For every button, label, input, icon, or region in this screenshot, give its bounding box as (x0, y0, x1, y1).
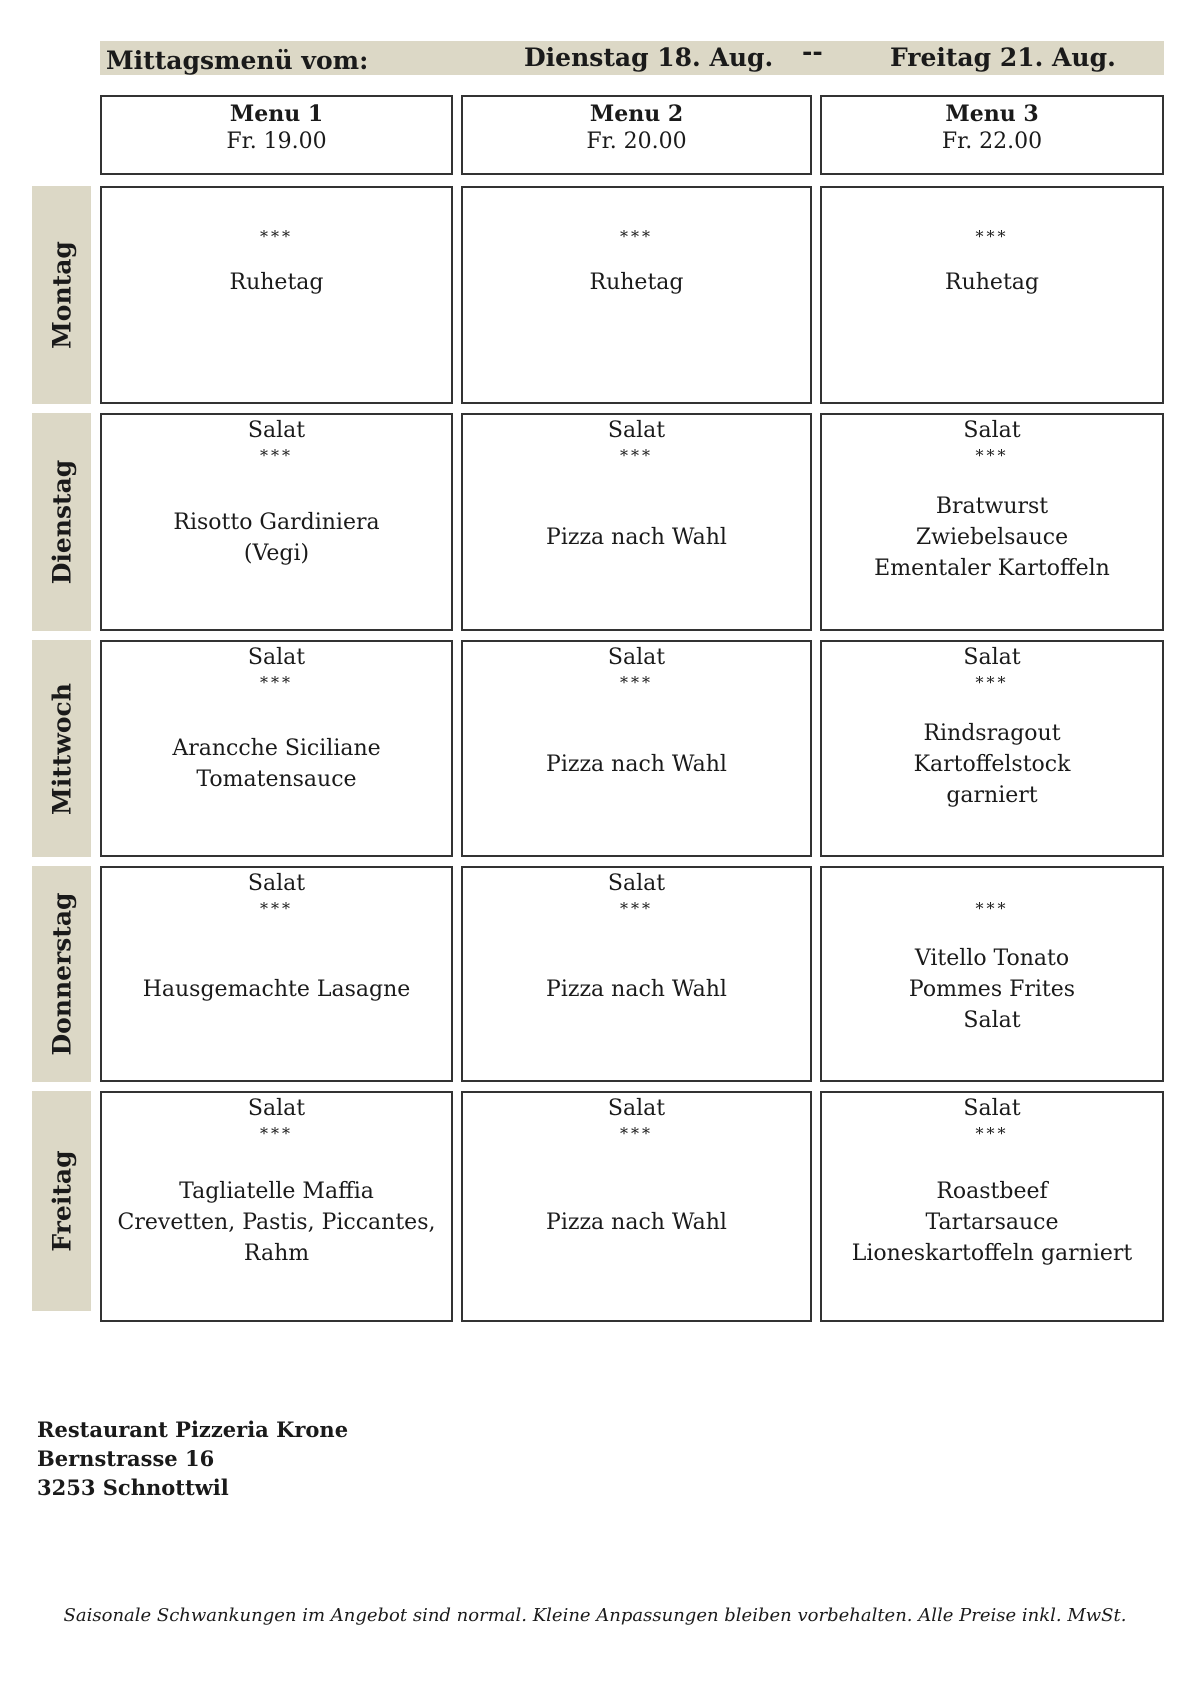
dish-line: Crevetten, Pastis, Piccantes, (117, 1210, 436, 1235)
day-label-montag (32, 186, 91, 404)
separator-stars: *** (260, 673, 293, 692)
dish-line: Pizza nach Wahl (546, 977, 727, 1002)
dish-line: Vitello Tonato (914, 946, 1070, 971)
dish-block (463, 267, 810, 298)
day-label-mittwoch (32, 640, 91, 857)
footer-note: Saisonale Schwankungen im Angebot sind normal. Kleine Anpassungen bleiben vorbehalten. Alle Preise inkl. MwSt. (63, 1605, 1127, 1626)
menu-header-3 (820, 95, 1164, 175)
dish-block (102, 507, 451, 569)
dish-line: Pizza nach Wahl (546, 752, 727, 777)
dish-line: Tomatensauce (196, 767, 357, 792)
day-name: Dienstag (47, 459, 76, 585)
separator-stars: *** (260, 446, 293, 465)
separator-stars: *** (975, 673, 1009, 692)
starter-text: Salat (607, 645, 666, 670)
menu-cell (461, 413, 812, 631)
dish-line: Ementaler Kartoffeln (874, 556, 1110, 581)
date-from: Dienstag 18. Aug. (524, 43, 774, 72)
restaurant-name: Restaurant Pizzeria Krone (37, 1417, 349, 1442)
starter-text: Salat (607, 1096, 666, 1121)
dish-block (102, 1176, 451, 1269)
menu-name: Menu 3 (945, 101, 1039, 127)
dish-line: Tagliatelle Maffia (179, 1179, 374, 1204)
separator-stars: *** (260, 899, 293, 918)
dish-line: Ruhetag (589, 270, 684, 295)
dish-line: Zwiebelsauce (915, 525, 1069, 550)
menu-price: Fr. 22.00 (941, 129, 1043, 154)
dish-line: Pizza nach Wahl (546, 1210, 727, 1235)
menu-title: Mittagsmenü vom: (106, 46, 369, 75)
menu-cell (820, 866, 1164, 1082)
dish-line: Pommes Frites (908, 977, 1076, 1002)
menu-cell (820, 413, 1164, 631)
dish-line: Kartoffelstock (913, 752, 1071, 777)
starter-text: Salat (247, 871, 306, 896)
restaurant-city: 3253 Schnottwil (37, 1475, 229, 1500)
separator-stars: *** (620, 899, 653, 918)
day-name: Mittwoch (47, 682, 76, 815)
dish-line: Lioneskartoffeln garniert (851, 1241, 1133, 1266)
separator-stars: *** (620, 1124, 653, 1143)
restaurant-street: Bernstrasse 16 (37, 1446, 215, 1471)
menu-cell (100, 1091, 453, 1322)
dish-block (463, 974, 810, 1005)
dish-block (822, 267, 1162, 298)
dish-line: Rindsragout (923, 721, 1061, 746)
starter-text: Salat (247, 1096, 306, 1121)
menu-cell (100, 866, 453, 1082)
menu-cell (461, 1091, 812, 1322)
starter-text: Salat (607, 871, 666, 896)
separator-stars: *** (620, 673, 653, 692)
day-name: Montag (47, 241, 76, 349)
separator-stars: *** (975, 446, 1009, 465)
starter-text (463, 196, 810, 227)
starter-text: Salat (247, 645, 306, 670)
starter-text: Salat (963, 1096, 1021, 1121)
date-separator: -- (802, 37, 823, 66)
menu-cell (461, 186, 812, 404)
dish-line: garniert (946, 783, 1038, 808)
starter-text (102, 196, 451, 227)
dish-line: Pizza nach Wahl (546, 525, 727, 550)
day-name: Freitag (47, 1150, 76, 1252)
separator-stars: *** (620, 227, 653, 246)
header-bar (100, 37, 1164, 75)
dish-block (822, 718, 1162, 811)
dish-line: Hausgemachte Lasagne (142, 977, 411, 1002)
dish-line: Bratwurst (935, 494, 1049, 519)
dish-block (463, 749, 810, 780)
separator-stars: *** (260, 227, 293, 246)
starter-text: Salat (247, 418, 306, 443)
separator-stars: *** (620, 446, 653, 465)
dish-block (463, 1207, 810, 1238)
separator-stars: *** (975, 1124, 1009, 1143)
dish-block (822, 1176, 1162, 1269)
menu-cell (820, 1091, 1164, 1322)
menu-cell (461, 866, 812, 1082)
menu-header-1 (100, 95, 453, 175)
dish-line: Salat (963, 1008, 1021, 1033)
menu-cell (100, 186, 453, 404)
day-label-donnerstag (32, 866, 91, 1082)
restaurant-address (37, 1415, 348, 1502)
menu-header-2 (461, 95, 812, 175)
menu-cell (100, 413, 453, 631)
starter-text: Salat (963, 418, 1021, 443)
date-to: Freitag 21. Aug. (890, 43, 1116, 72)
menu-name: Menu 2 (589, 101, 684, 127)
menu-price: Fr. 19.00 (226, 129, 327, 154)
dish-line: Ruhetag (229, 270, 324, 295)
starter-text: Salat (607, 418, 666, 443)
starter-text (822, 868, 1162, 899)
menu-cell (461, 640, 812, 857)
dish-line: Risotto Gardiniera (173, 510, 380, 535)
separator-stars: *** (260, 1124, 293, 1143)
dish-line: (Vegi) (243, 541, 310, 566)
menu-name: Menu 1 (229, 101, 324, 127)
dish-block (102, 974, 451, 1005)
starter-text: Salat (963, 645, 1021, 670)
dish-block (102, 267, 451, 298)
day-name: Donnerstag (47, 892, 76, 1056)
dish-block (463, 522, 810, 553)
menu-cell (820, 640, 1164, 857)
day-label-dienstag (32, 413, 91, 631)
dish-block (102, 733, 451, 795)
dish-block (822, 491, 1162, 584)
menu-cell (100, 640, 453, 857)
dish-line: Arancche Siciliane (172, 736, 381, 761)
dish-block (822, 943, 1162, 1036)
menu-cell (820, 186, 1164, 404)
starter-text (822, 196, 1162, 227)
dish-line: Ruhetag (945, 270, 1039, 295)
dish-line: Roastbeef (936, 1179, 1048, 1204)
dish-line: Tartarsauce (925, 1210, 1059, 1235)
menu-price: Fr. 20.00 (586, 129, 687, 154)
dish-line: Rahm (243, 1241, 310, 1266)
day-label-freitag (32, 1091, 91, 1311)
separator-stars: *** (975, 899, 1009, 918)
separator-stars: *** (975, 227, 1009, 246)
